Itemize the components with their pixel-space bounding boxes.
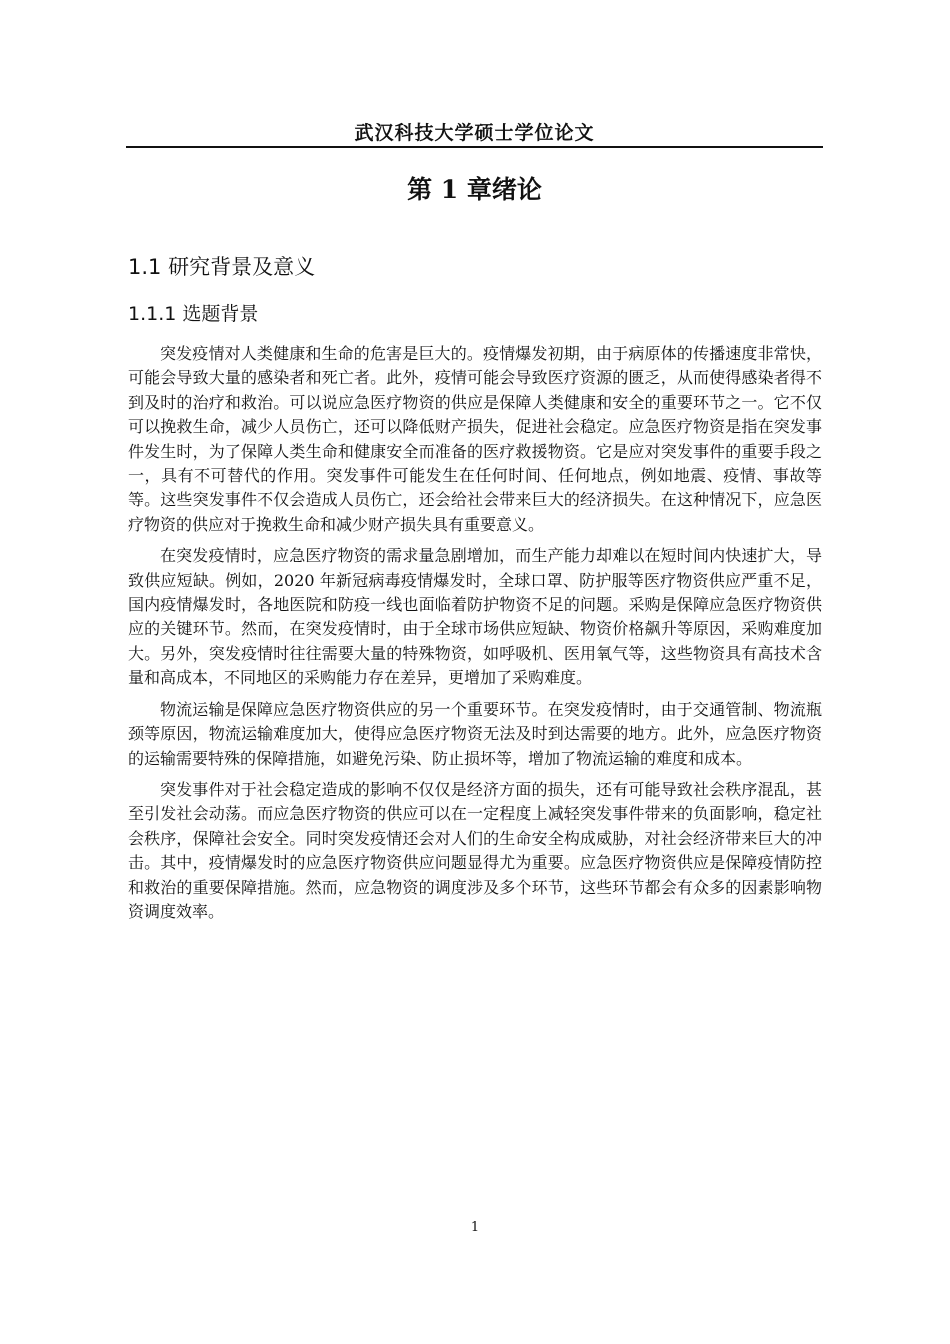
header-rule [126, 146, 823, 148]
page-number: 1 [470, 1220, 480, 1235]
section-title: 1.1 研究背景及意义 [128, 255, 316, 279]
body-paragraph-1: 突发疫情对人类健康和生命的危害是巨大的。疫情爆发初期，由于病原体的传播速度非常快，可能会导致大量的感染者和死亡者。此外，疫情可能会导致医疗资源的匮乏，从而使得感染者得不到及时的治疗和救治。可以说应急医疗物资的供应是保障人类健康和安全的重要环节之一。它不仅可以挽救生命，减少人员伤亡，还可以降低财产损失，促进社会稳定。应急医疗物资是指在突发事件发生时，为了保障人类生命和健康安全而准备的医疗救援物资。它是应对突发事件的重要手段之一，具有不可替代的作用。突发事件可能发生在任何时间、任何地点，例如地震、疫情、事故等等。这些突发事件不仅会造成人员伤亡，还会给社会带来巨大的经济损失。在这种情况下，应急医疗物资的供应对于挽救生命和减少财产损失具有重要意义。 [128, 344, 822, 534]
body-paragraph-2: 在突发疫情时，应急医疗物资的需求量急剧增加，而生产能力却难以在短时间内快速扩大，导致供应短缺。例如，2020 年新冠病毒疫情爆发时，全球口罩、防护服等医疗物资供应严重不足，国内疫情爆发时，各地医院和防疫一线也面临着防护物资不足的问题。采购是保障应急医疗物资供应的关键环节。然而，在突发疫情时，由于全球市场供应短缺、物资价格飙升等原因，采购难度加大。另外，突发疫情时往往需要大量的特殊物资，如呼吸机、医用氧气等，这些物资具有高技术含量和高成本，不同地区的采购能力存在差异，更增加了采购难度。 [128, 546, 822, 688]
body-text [128, 342, 822, 931]
chapter-title: 第 1 章绪论 [407, 175, 542, 204]
subsection-title: 1.1.1 选题背景 [128, 303, 259, 325]
body-paragraph-3: 物流运输是保障应急医疗物资供应的另一个重要环节。在突发疫情时，由于交通管制、物流瓶颈等原因，物流运输难度加大，使得应急医疗物资无法及时到达需要的地方。此外，应急医疗物资的运输需要特殊的保障措施，如避免污染、防止损坏等，增加了物流运输的难度和成本。 [128, 699, 822, 768]
running-header: 武汉科技大学硕士学位论文 [354, 122, 595, 144]
body-paragraph-4: 突发事件对于社会稳定造成的影响不仅仅是经济方面的损失，还有可能导致社会秩序混乱，甚至引发社会动荡。而应急医疗物资的供应可以在一定程度上减轻突发事件带来的负面影响，稳定社会秩序，保障社会安全。同时突发疫情还会对人们的生命安全构成威胁，对社会经济带来巨大的冲击。其中，疫情爆发时的应急医疗物资供应问题显得尤为重要。应急医疗物资供应是保障疫情防控和救治的重要保障措施。然而，应急物资的调度涉及多个环节，这些环节都会有众多的因素影响物资调度效率。 [128, 779, 822, 921]
